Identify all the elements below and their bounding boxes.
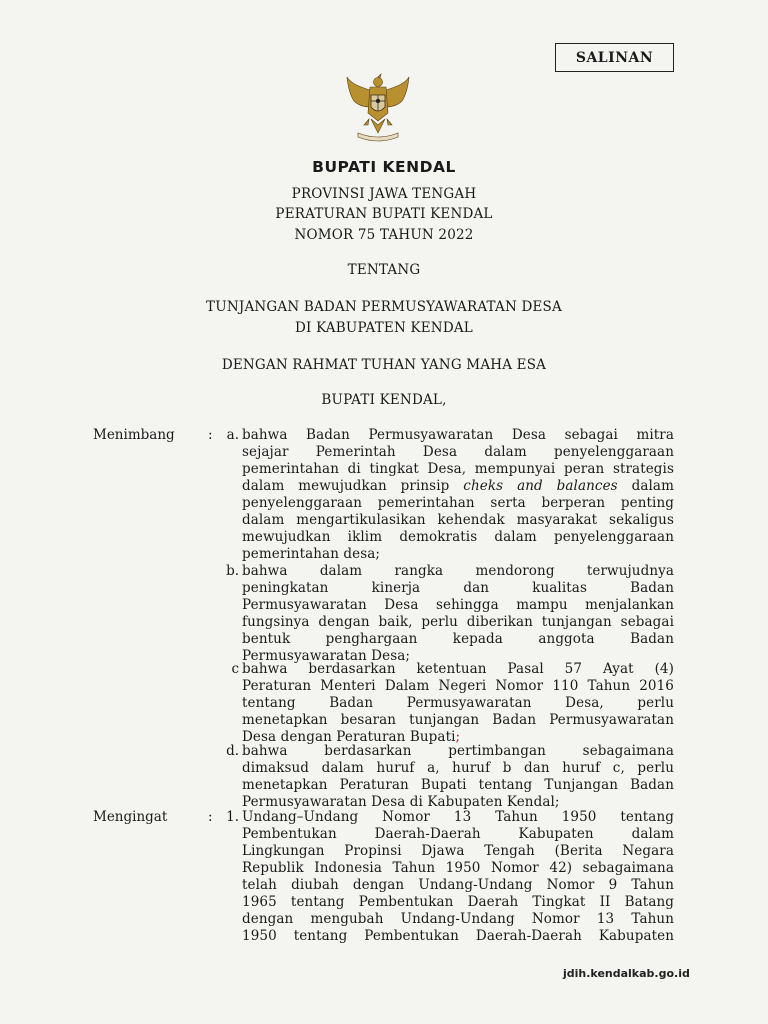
text-line: bahwa berdasarkan pertimbangan sebagaimana [242,743,674,759]
regulation-number: NOMOR 75 TAHUN 2022 [294,227,474,243]
text-line: Permusyawaratan Desa sehingga mampu menjalankan [242,597,674,613]
mengingat-label: Mengingat [93,809,168,825]
text-line: peningkatan kinerja dan kualitas Badan [242,580,674,596]
text-line: 1965 tentang Pembentukan Daerah Tingkat II Batang [242,894,674,910]
text-line: tentang Badan Permusyawaratan Desa, perlu [242,695,674,711]
text-line: Permusyawaratan Desa di Kabupaten Kendal; [242,794,560,810]
text-line-with-italic [242,478,674,495]
text-segment: dalam [631,478,674,494]
text-line: pemerintahan di tingkat Desa, mempunyai peran strategis [242,461,674,477]
text-line: penyelenggaraan pemerintahan serta berperan penting [242,495,674,511]
item-marker-b: b. [226,563,239,579]
text-line: menetapkan besaran tunjangan Badan Permusyawaratan [242,712,674,728]
blessing-line: DENGAN RAHMAT TUHAN YANG MAHA ESA [221,357,547,373]
item-marker-d: d. [226,743,239,759]
mengingat-item-1 [242,809,674,945]
regulation-line: PERATURAN BUPATI KENDAL [275,206,493,222]
item-marker-a: a. [226,427,239,443]
text-line: Pembentukan Daerah-Daerah Kabupaten dalam [242,826,674,842]
text-line: bahwa Badan Permusyawaratan Desa sebagai mitra [242,427,674,443]
text-line: fungsinya dengan baik, perlu diberikan tunjangan sebagai [242,614,674,630]
issuer-line: BUPATI KENDAL, [321,392,447,408]
mengingat-colon: : [208,809,213,825]
menimbang-colon: : [208,427,213,443]
text-line: bentuk penghargaan kepada anggota Badan [242,631,674,647]
text-line: dalam mengartikulasikan kehendak masyarakat sekaligus [242,512,674,528]
province-line: PROVINSI JAWA TENGAH [291,186,477,202]
text-line: telah diubah dengan Undang-Undang Nomor 9 Tahun [242,877,674,893]
italic-phrase: cheks and balances [463,478,618,494]
text-line: dengan mengubah Undang-Undang Nomor 13 Tahun [242,911,674,927]
text-line: menetapkan Peraturan Bupati tentang Tunjangan Badan [242,777,674,793]
text-line: mewujudkan iklim demokratis dalam penyelenggaraan [242,529,674,545]
subject-line-1: TUNJANGAN BADAN PERMUSYAWARATAN DESA [206,299,562,315]
footer-url: jdih.kendalkab.go.id [563,967,690,980]
text-line: Peraturan Menteri Dalam Negeri Nomor 110 Tahun 2016 [242,678,674,694]
text-line: Undang–Undang Nomor 13 Tahun 1950 tentang [242,809,674,825]
item-marker-c: c [231,661,239,677]
tentang-heading: TENTANG [347,262,421,278]
text-line: dimaksud dalam huruf a, huruf b dan huruf c, perlu [242,760,674,776]
subject-line-2: DI KABUPATEN KENDAL [295,320,473,336]
text-line: pemerintahan desa; [242,546,381,562]
item-marker-1: 1. [226,809,239,825]
text-line: Republik Indonesia Tahun 1950 Nomor 42) sebagaimana [242,860,674,876]
text-line: Permusyawaratan Desa; [242,648,411,664]
text-line: 1950 tentang Pembentukan Daerah-Daerah Kabupaten [242,928,674,944]
text-line: sejajar Pemerintah Desa dalam penyelenggaraan [242,444,674,460]
text-segment: dalam mewujudkan prinsip [242,478,450,494]
red-semicolon: ; [455,729,461,745]
text-segment: Desa dengan Peraturan Bupati [242,729,456,745]
menimbang-item-c [242,661,674,746]
menimbang-item-b [242,563,674,665]
garuda-pancasila-emblem-icon [344,73,412,143]
text-line: bahwa berdasarkan ketentuan Pasal 57 Ayat (4) [242,661,674,677]
menimbang-label: Menimbang [93,427,175,443]
menimbang-item-a [242,427,674,563]
bupati-title: BUPATI KENDAL [312,158,456,176]
text-line: Lingkungan Propinsi Djawa Tengah (Berita Negara [242,843,674,859]
text-line: bahwa dalam rangka mendorong terwujudnya [242,563,674,579]
menimbang-item-d [242,743,674,811]
salinan-stamp: SALINAN [555,43,674,72]
